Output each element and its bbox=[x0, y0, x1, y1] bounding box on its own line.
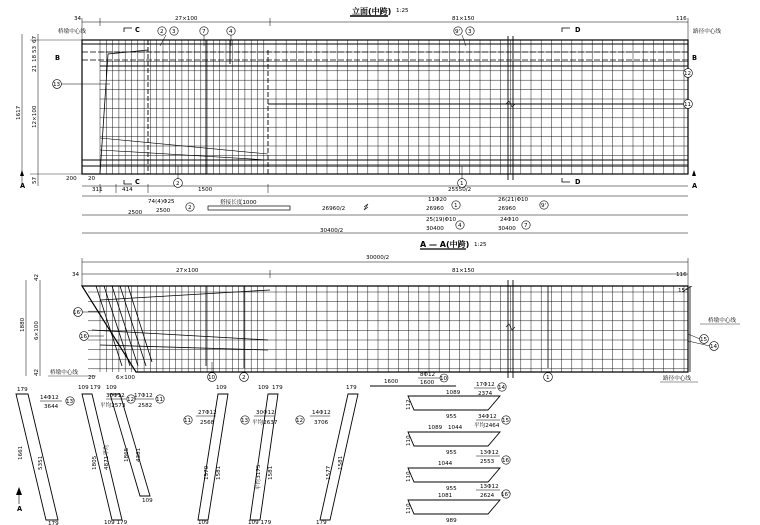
stirrup2-bot: 955 bbox=[446, 486, 457, 492]
dim-bottom-20: 20 bbox=[88, 176, 96, 182]
road-centerline-label: 路径中心线 bbox=[693, 29, 721, 35]
svg-text:A: A bbox=[17, 505, 23, 513]
dim-top-27x100: 27×100 bbox=[175, 16, 198, 22]
sec-dim-top-81x150: 81×150 bbox=[452, 268, 475, 274]
bar2-side1: 1865 bbox=[124, 447, 130, 462]
sec-dim-bottom-6x100: 6×100 bbox=[116, 375, 135, 381]
bar4-top: 109 bbox=[258, 385, 269, 391]
callout-12 bbox=[684, 69, 693, 78]
dim-bottom-414: 414 bbox=[122, 187, 133, 193]
bar2-bot: 109 bbox=[142, 498, 153, 504]
sec-callout-16: 16 bbox=[80, 334, 88, 340]
section-view bbox=[20, 255, 740, 382]
elevation-scale: 1:25 bbox=[396, 8, 409, 14]
bar4-side2: 1581 bbox=[268, 465, 274, 480]
stirrup3-mark: 16' bbox=[501, 492, 510, 498]
bar5-len: 3706 bbox=[314, 420, 329, 426]
elevation-callouts bbox=[53, 27, 693, 188]
stirrup0-len: 2374 bbox=[478, 391, 493, 397]
section-scale: 1:25 bbox=[474, 242, 487, 248]
sec-dim-left-42: 42 bbox=[34, 273, 40, 281]
sec-label-pier-right: 桥墩中心线 bbox=[708, 318, 736, 324]
stirrup3-bot: 989 bbox=[446, 518, 457, 524]
bar1-top: 109 bbox=[78, 385, 89, 391]
bar3-len: 2568 bbox=[200, 420, 215, 426]
dim-left-21: 21 bbox=[32, 64, 38, 72]
dim-left-18: 18 bbox=[32, 54, 38, 62]
sched-row3-mark: 4 bbox=[458, 223, 462, 229]
sched-row2-mark: 9' bbox=[541, 203, 547, 209]
bar1-side1: 1805 bbox=[92, 455, 98, 470]
sec-dim-top-34: 34 bbox=[72, 272, 80, 278]
bar2-side2: 4381 bbox=[136, 447, 142, 462]
bar0-bot: 179 bbox=[48, 521, 59, 525]
bar4-side1: 平均3175 bbox=[256, 464, 262, 490]
bar5-bot: 179 bbox=[316, 520, 327, 525]
bar5-mark: 12 bbox=[296, 418, 304, 424]
bar2-top: 109 bbox=[106, 385, 117, 391]
bar3-mark: 11 bbox=[184, 418, 192, 424]
bar1-mark: 12' bbox=[127, 397, 136, 403]
bar5-side1: 1577 bbox=[326, 465, 332, 480]
sec-dim-left-6x100: 6×100 bbox=[34, 321, 40, 340]
stirrup1-top2: 1044 bbox=[448, 425, 463, 431]
elevation-view bbox=[16, 16, 721, 193]
bar3-side1: 1570 bbox=[204, 465, 210, 480]
sched-row4-mark: 7 bbox=[524, 223, 528, 229]
callout-11 bbox=[684, 100, 693, 109]
dim-left-57: 57 bbox=[32, 176, 38, 184]
bar2-spec: 17Φ12 bbox=[134, 393, 153, 399]
section-mark-c-bottom: C bbox=[135, 178, 140, 186]
sec-dim-top-116: 116 bbox=[676, 272, 687, 278]
bar4-mark: 13 bbox=[241, 418, 249, 424]
dim-bottom-25550: 25550/2 bbox=[448, 187, 472, 193]
sched-row1-bot: 26960 bbox=[426, 206, 444, 212]
section-mark-a-left: A bbox=[20, 182, 26, 190]
bar0-side1: 1661 bbox=[18, 445, 24, 460]
stirrup1-bot: 955 bbox=[446, 450, 457, 456]
stirrup1-spec: 34Φ12 bbox=[478, 414, 497, 420]
sec-callout-15: 15 bbox=[700, 337, 708, 343]
bar5-side2: 1581 bbox=[338, 455, 344, 470]
sec-dim-top-30000: 30000/2 bbox=[366, 255, 390, 261]
svg-text:2: 2 bbox=[176, 181, 180, 187]
stirrup3-len: 2624 bbox=[480, 493, 495, 499]
head-len: 1600 bbox=[384, 379, 399, 385]
sched-row0-len: 2500 bbox=[128, 210, 143, 216]
dim-left-12x100: 12×100 bbox=[32, 105, 38, 128]
sched-row3-top: 25(19)Φ10 bbox=[426, 217, 457, 223]
dim-top-81x150: 81×150 bbox=[452, 16, 475, 22]
bar-labels bbox=[17, 385, 357, 525]
bar5-top: 179 bbox=[346, 385, 357, 391]
pier-centerline-label: 桥墩中心线 bbox=[58, 29, 86, 35]
bar1-side2: 4871平均 bbox=[104, 444, 110, 470]
sched-row4-bot: 30400 bbox=[498, 226, 516, 232]
dim-bottom-1500: 1500 bbox=[198, 187, 213, 193]
stirrup3-top: 1081 bbox=[438, 493, 453, 499]
bar0-side2: 5351 bbox=[38, 455, 44, 470]
sec-label-pier-left: 桥墩中心线 bbox=[50, 370, 78, 376]
stirrup3-side: 110 bbox=[406, 503, 412, 514]
section-mark-a-right: A bbox=[692, 182, 698, 190]
dim-top-116: 116 bbox=[676, 16, 687, 22]
callout-9p-3 bbox=[454, 27, 474, 46]
stirrup2-spec: 13Φ12 bbox=[480, 450, 499, 456]
head-bar: 8Φ12 bbox=[420, 372, 436, 378]
sec-dim-top-27x100: 27×100 bbox=[176, 268, 199, 274]
sec-label-road-right: 路径中心线 bbox=[663, 376, 691, 382]
section-mark-b-right: B bbox=[692, 54, 698, 62]
svg-text:3: 3 bbox=[172, 29, 176, 35]
sec-angle: 15° bbox=[678, 288, 688, 294]
svg-text:3: 3 bbox=[468, 29, 472, 35]
sched-row0-mark: 2 bbox=[188, 205, 192, 211]
sec-callout-1: 1 bbox=[546, 375, 550, 381]
stirrup2-side: 110 bbox=[406, 471, 412, 482]
stirrup0-spec: 17Φ12 bbox=[476, 382, 495, 388]
sec-callout-10: 10 bbox=[208, 375, 216, 381]
svg-text:7: 7 bbox=[202, 29, 206, 35]
callout-13 bbox=[53, 80, 110, 89]
stirrup2-len: 2553 bbox=[480, 459, 495, 465]
bar3-bot: 109 bbox=[198, 520, 209, 525]
section-title: A — A(中跨) bbox=[420, 240, 470, 249]
weld-length-label: 搭接长度1000 bbox=[220, 200, 257, 206]
sec-dim-left-42b: 42 bbox=[34, 368, 40, 376]
bar3-side2: 1581 bbox=[216, 465, 222, 480]
sec-dim-left-1880: 1880 bbox=[20, 317, 26, 332]
bar1-spec: 30Φ12 bbox=[106, 393, 125, 399]
bar-shapes bbox=[16, 394, 358, 520]
stirrup2-mark: 16 bbox=[502, 458, 510, 464]
stirrup0-mark: 14 bbox=[498, 385, 506, 391]
dim-top-34: 34 bbox=[74, 16, 82, 22]
section-mark-c-top: C bbox=[135, 26, 140, 34]
callout-2-bottom bbox=[174, 166, 183, 187]
callout-4 bbox=[227, 27, 235, 46]
stirrup1-top: 1089 bbox=[428, 425, 443, 431]
sched-row0-top: 74(4)Φ25 bbox=[148, 199, 175, 205]
stirrup0-top: 1089 bbox=[446, 390, 461, 396]
sched-row1-len: 26960/2 bbox=[322, 206, 346, 212]
sched-row0-bot: 2500 bbox=[156, 208, 171, 214]
sched-row4-top: 24Φ10 bbox=[500, 217, 519, 223]
svg-text:2: 2 bbox=[160, 29, 164, 35]
section-callouts bbox=[73, 308, 718, 382]
bar0-len: 3644 bbox=[44, 404, 59, 410]
svg-text:12: 12 bbox=[684, 71, 692, 77]
bar4-spec: 30Φ12 bbox=[256, 410, 275, 416]
stirrup1-mark: 15 bbox=[502, 418, 510, 424]
head-len2: 1600 bbox=[420, 380, 435, 386]
sched-row2-bot: 26960 bbox=[498, 206, 516, 212]
bar4-len: 平均2637 bbox=[252, 420, 278, 426]
sched-row3-len: 30400/2 bbox=[320, 228, 344, 234]
bar1-top2: 179 bbox=[90, 385, 101, 391]
bar5-spec: 14Φ12 bbox=[312, 410, 331, 416]
section-mark-d-bottom: D bbox=[575, 178, 581, 186]
bar4-top2: 179 bbox=[272, 385, 283, 391]
sched-row1-top: 11Φ20 bbox=[428, 197, 447, 203]
bar0-mark: 13' bbox=[66, 399, 75, 405]
elevation-title: 立面(中跨) bbox=[352, 7, 392, 16]
bar4-bot: 109 179 bbox=[248, 520, 272, 525]
dim-left-67: 67 bbox=[32, 35, 38, 43]
stirrup0-side: 112 bbox=[406, 399, 412, 410]
dim-left-53: 53 bbox=[32, 45, 38, 53]
stirrup3-spec: 13Φ12 bbox=[480, 484, 499, 490]
sched-row1-mark: 1 bbox=[454, 203, 458, 209]
svg-text:4: 4 bbox=[229, 29, 233, 35]
bar2-mark: 11' bbox=[156, 397, 165, 403]
bar3-spec: 27Φ12 bbox=[198, 410, 217, 416]
bar0-spec: 14Φ12 bbox=[40, 395, 59, 401]
dim-bottom-200: 200 bbox=[66, 176, 77, 182]
svg-text:11: 11 bbox=[684, 102, 692, 108]
sched-row2-top: 26(21)Φ10 bbox=[498, 197, 529, 203]
bar1-bot: 109 179 bbox=[104, 520, 128, 525]
bar2-len: 2582 bbox=[138, 403, 153, 409]
sec-callout-2: 2 bbox=[242, 375, 246, 381]
sec-callout-14: 14 bbox=[710, 344, 718, 350]
head-mark: 10 bbox=[440, 376, 448, 382]
bar-schedule bbox=[82, 196, 688, 234]
callout-2-3 bbox=[158, 27, 178, 46]
svg-text:13: 13 bbox=[53, 82, 61, 88]
sec-callout-16p: 16' bbox=[73, 310, 82, 316]
stirrup0-bot: 955 bbox=[446, 414, 457, 420]
bar0-top: 179 bbox=[17, 387, 28, 393]
section-mark-d-top: D bbox=[575, 26, 581, 34]
stirrup1-side: 110 bbox=[406, 435, 412, 446]
stirrup1-len: 平均2464 bbox=[474, 423, 500, 429]
stirrup2-top: 1044 bbox=[438, 461, 453, 467]
sched-row3-bot: 30400 bbox=[426, 226, 444, 232]
callout-1-bottom bbox=[458, 166, 467, 187]
section-mark-b-left: B bbox=[55, 54, 61, 62]
svg-text:9': 9' bbox=[455, 29, 461, 35]
svg-text:1: 1 bbox=[460, 181, 464, 187]
bar3-top: 109 bbox=[216, 385, 227, 391]
dim-left-1617: 1617 bbox=[16, 105, 22, 120]
bar1-len: 平均2573 bbox=[100, 403, 126, 409]
dim-bottom-311: 311 bbox=[92, 187, 103, 193]
stirrup-labels bbox=[384, 372, 510, 524]
sec-dim-bottom-20: 20 bbox=[88, 375, 96, 381]
